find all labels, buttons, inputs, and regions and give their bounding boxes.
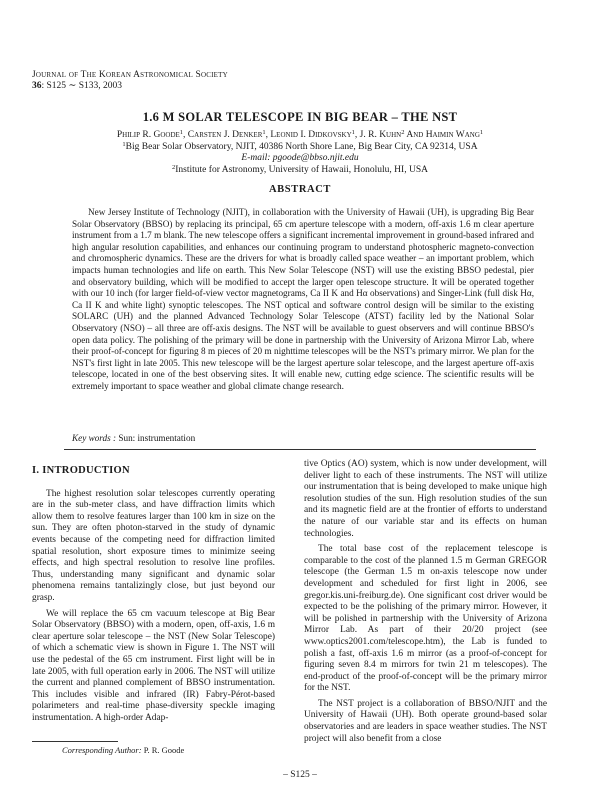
- column-right: [304, 459, 547, 749]
- keywords-value: Sun: instrumentation: [116, 433, 196, 443]
- affil-marker: 1: [122, 140, 126, 148]
- author-block: [0, 130, 600, 176]
- paragraph: The total base cost of the replacement telescope is comparable to the cost of the planned 1.5 m German GREGOR telescope (the German 1.5 m on-axis telescope now under development and scheduled for first light in 2006, see gregor.kis.uni-freiburg.de). One significant cost driver would be expected to be the polishing of the primary mirror. However, it will be polished in partnership with the University of Arizona Mirror Lab. As part of their 20/20 project (see www.optics2001.com/telescope.htm), the Lab is funded to polish a fast, off-axis 1.6 m mirror (as a proof-of-concept for figuring seven 8.4 m mirrors for twin 21 m telescopes). The end-product of the proof-of-concept will be the primary mirror for the NST.: [304, 544, 547, 694]
- affil-marker: 2: [401, 129, 405, 136]
- author-name: Philip R. Goode: [116, 130, 180, 140]
- keywords-label: Key words :: [72, 433, 117, 443]
- paragraph: We will replace the 65 cm vacuum telescope at Big Bear Solar Observatory (BBSO) with a modern, open, off-axis, 1.6 m clear aperture solar telescope – the NST (New Solar Telescope) of which a schematic view is shown in Figure 1. The NST will use the pedestal of the 65 cm instrument. First light will be in late 2005, with full operation early in 2006. The NST will utilize the current and planned complement of BBSO instrumentation. This includes visible and infrared (IR) Fabry-Pérot-based polarimeters and real-time phase-diversity speckle imaging instrumentation. A high-order Adap-: [32, 608, 275, 723]
- page-number: – S125 –: [283, 770, 317, 780]
- affiliation-text: Big Bear Solar Observatory, NJIT, 40386 North Shore Lane, Big Bear City, CA 92314, USA: [125, 141, 478, 152]
- abstract-heading: ABSTRACT: [269, 184, 331, 195]
- footnote-value: P. R. Goode: [141, 745, 185, 755]
- author-name: Carsten J. Denker: [187, 130, 263, 140]
- section-heading: I. INTRODUCTION: [32, 465, 130, 476]
- volume-pages: : S125 ∼ S133, 2003: [41, 81, 123, 91]
- affil-marker: 1: [351, 129, 355, 136]
- paper-title: 1.6 M SOLAR TELESCOPE IN BIG BEAR – THE NST: [142, 110, 458, 124]
- affiliation-2: [0, 165, 600, 177]
- column-left: [32, 459, 275, 728]
- journal-name: Journal of The Korean Astronomical Society: [32, 70, 228, 80]
- footnote-label: Corresponding Author:: [62, 745, 142, 755]
- paragraph: The NST project is a collaboration of BBSO/NJIT and the University of Hawaii (UH). Both operate ground-based solar observatories and are leaders in space weather studies. The NST project will also benefit from a close: [304, 698, 547, 744]
- footnote: [62, 745, 184, 755]
- abstract-text: New Jersey Institute of Technology (NJIT), in collaboration with the University of Hawaii (UH), is upgrading Big Bear Solar Observatory (BBSO) by replacing its principal, 65 cm aperture telescope with a modern, off-axis 1.6 m clear aperture instrument from a 1.7 m blank. The new telescope offers a significant incremental improvement in ground-based infrared and high angular resolution capabilities, and enhances our continuing program to understand photospheric magneto-convection and chromospheric dynamics. These are the drivers for what is broadly called space weather – an important problem, which impacts human technologies and life on earth. This New Solar Telescope (NST) will use the existing BBSO pedestal, pier and observatory building, which will be modified to accept the larger open telescope structure. It will be operated together with our 10 inch (for larger field-of-view vector magnetograms, Ca II K and Hα observations) and Singer-Link (full disk Hα, Ca II K and white light) synoptic telescopes. The NST optical and software control design will be similar to the existing SOLARC (UH) and the planned Advanced Technology Solar Telescope (ATST) facility led by the National Solar Observatory (NSO) – all three are off-axis designs. The NST will be available to guest observers and will continue BBSO's open data policy. The polishing of the primary will be done in partnership with the University of Arizona Mirror Lab, where their proof-of-concept for figuring 8 m pieces of 20 m nighttime telescopes will be the NST's primary mirror. We plan for the NST's first light in late 2005. This new telescope will be the largest aperture solar telescope, and the largest aperture off-axis telescope, located in one of the best observing sites. It will enable new, cutting edge science. The scientific results will be extremely important to space weather and global climate change research.: [72, 207, 534, 391]
- volume-number: 36: [32, 81, 42, 91]
- author-name: Haimin Wang: [425, 130, 480, 140]
- author-list: Philip R. Goode$^1$, Carsten J. Denker$^1$, Leonid I. Didkovsky$^1$, J. R. Kuhn$^2$ And Haimin Wang$^1$: [116, 129, 484, 140]
- affil-marker: 2: [172, 163, 176, 171]
- author-email: E-mail: pgoode@bbso.njit.edu: [241, 153, 359, 164]
- affiliation-text: Institute for Astronomy, University of Hawaii, Honolulu, HI, USA: [175, 164, 428, 175]
- affil-marker: 1: [262, 129, 266, 136]
- paragraph: The highest resolution solar telescopes currently operating are in the sub-meter class, and have diffraction limits which allow them to resolve features larger than 100 km in size on the sun. They are often photon-starved in the study of dynamic events because of the competing need for diffraction limited spatial resolution, short exposure times to minimize seeing effects, and high spectral resolution to resolve line profiles. Thus, understanding many significant and dynamic solar phenomena remains tantalizingly close, but just beyond our grasp.: [32, 488, 275, 603]
- abstract-body: [72, 207, 534, 393]
- affiliation-1: [0, 142, 600, 154]
- footnote-divider: [32, 741, 118, 742]
- author-and: And: [406, 130, 424, 140]
- divider: [64, 449, 536, 450]
- keywords: [72, 433, 195, 443]
- author-name: Leonid I. Didkovsky: [270, 130, 352, 140]
- paragraph: tive Optics (AO) system, which is now under development, will deliver light to each of these instruments. The NST will utilize our instrumentation that is being developed to make unique high resolution studies of the sun. High resolution studies of the sun and its magnetic field are at the frontier of efforts to understand the nature of our variable star and its effects on human technologies.: [304, 459, 547, 539]
- affil-marker: 1: [179, 129, 184, 136]
- author-name: J. R. Kuhn: [359, 130, 402, 140]
- journal-volume: [32, 81, 228, 92]
- journal-header: [32, 70, 228, 92]
- affil-marker: 1: [479, 129, 484, 136]
